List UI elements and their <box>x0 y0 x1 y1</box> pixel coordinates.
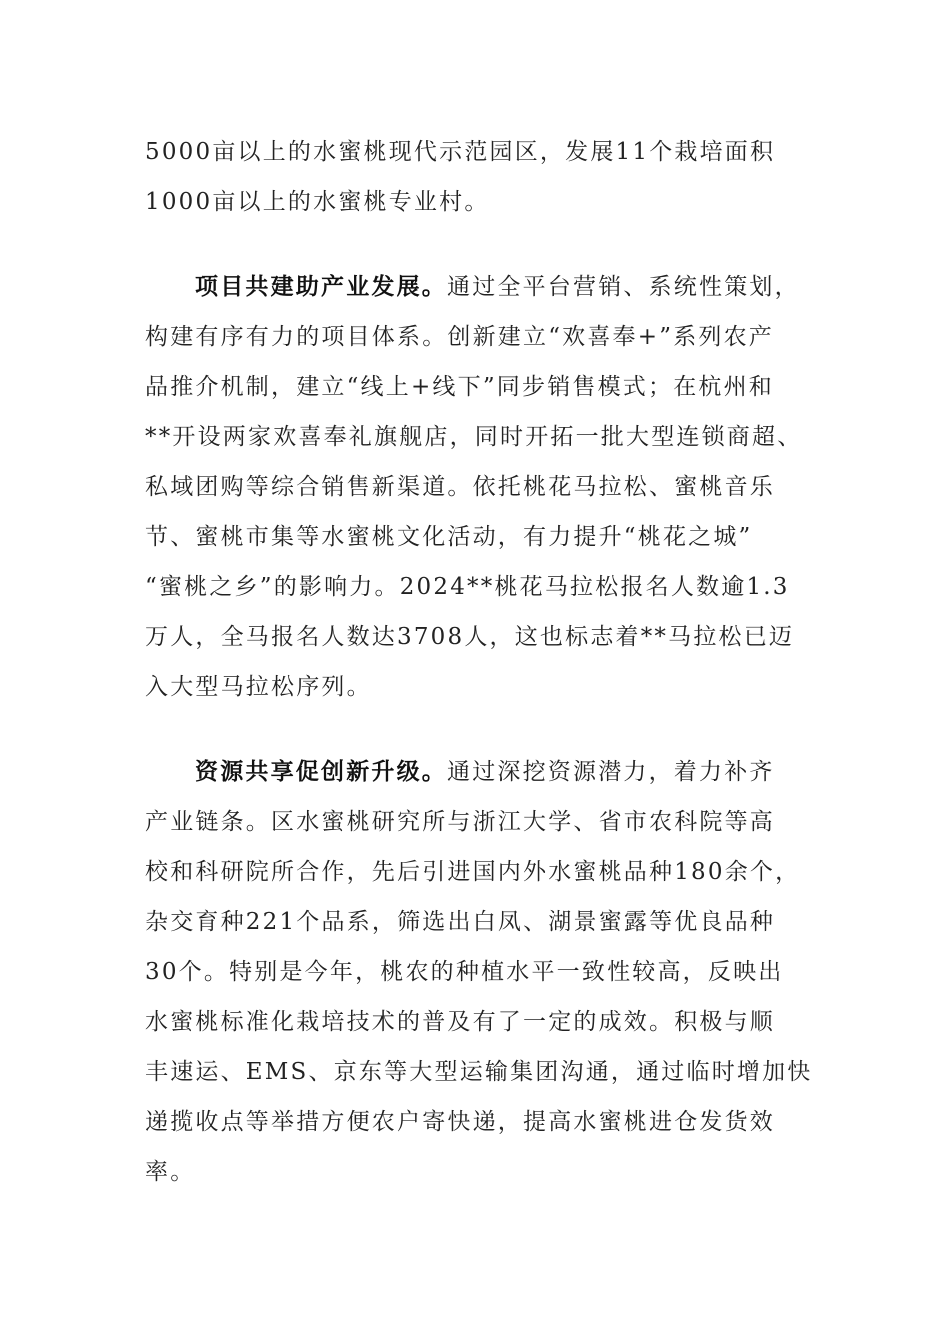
paragraph-3-line-6: 水蜜桃标准化栽培技术的普及有了一定的成效。积极与顺 <box>145 1009 775 1035</box>
paragraph-2-line-1 <box>195 267 815 307</box>
paragraph-2-line-8: 万人，全马报名人数达3708人，这也标志着**马拉松已迈 <box>145 624 795 650</box>
paragraph-3-line-3: 校和科研院所合作，先后引进国内外水蜜桃品种180余个， <box>145 859 801 885</box>
paragraph-2-line-6: 节、蜜桃市集等水蜜桃文化活动，有力提升“桃花之城” <box>145 524 753 550</box>
paragraph-2-line-5: 私域团购等综合销售新渠道。依托桃花马拉松、蜜桃音乐 <box>145 474 775 500</box>
paragraph-2-heading: 项目共建助产业发展。 <box>195 274 447 300</box>
paragraph-3-line-8: 递揽收点等举措方便农户寄快递，提高水蜜桃进仓发货效 <box>145 1109 775 1135</box>
paragraph-3-line-4: 杂交育种221个品系，筛选出白凤、湖景蜜露等优良品种 <box>145 909 776 935</box>
paragraph-1-line-1: 5000亩以上的水蜜桃现代示范园区，发展11个栽培面积 <box>145 139 776 165</box>
paragraph-3-line-1-text: 通过深挖资源潜力，着力补齐 <box>447 759 775 785</box>
paragraph-2-line-9: 入大型马拉松序列。 <box>145 674 372 700</box>
paragraph-1-line-2: 1000亩以上的水蜜桃专业村。 <box>145 189 490 215</box>
paragraph-2-line-3: 品推介机制，建立“线上+线下”同步销售模式；在杭州和 <box>145 374 774 400</box>
paragraph-2-line-7: “蜜桃之乡”的影响力。2024**桃花马拉松报名人数逾1.3 <box>145 574 790 600</box>
paragraph-3-line-2: 产业链条。区水蜜桃研究所与浙江大学、省市农科院等高 <box>145 809 775 835</box>
paragraph-3-line-1 <box>195 752 815 792</box>
paragraph-3-line-7: 丰速运、EMS、京东等大型运输集团沟通，通过临时增加快 <box>145 1059 813 1085</box>
paragraph-3-line-5: 30个。特别是今年，桃农的种植水平一致性较高，反映出 <box>145 959 784 985</box>
paragraph-3-line-9: 率。 <box>145 1159 196 1185</box>
paragraph-2-line-1-text: 通过全平台营销、系统性策划， <box>447 274 800 300</box>
paragraph-2-line-2: 构建有序有力的项目体系。创新建立“欢喜奉+”系列农产 <box>145 324 774 350</box>
paragraph-2-line-4: **开设两家欢喜奉礼旗舰店，同时开拓一批大型连锁商超、 <box>145 424 803 450</box>
paragraph-3-heading: 资源共享促创新升级。 <box>195 759 447 785</box>
